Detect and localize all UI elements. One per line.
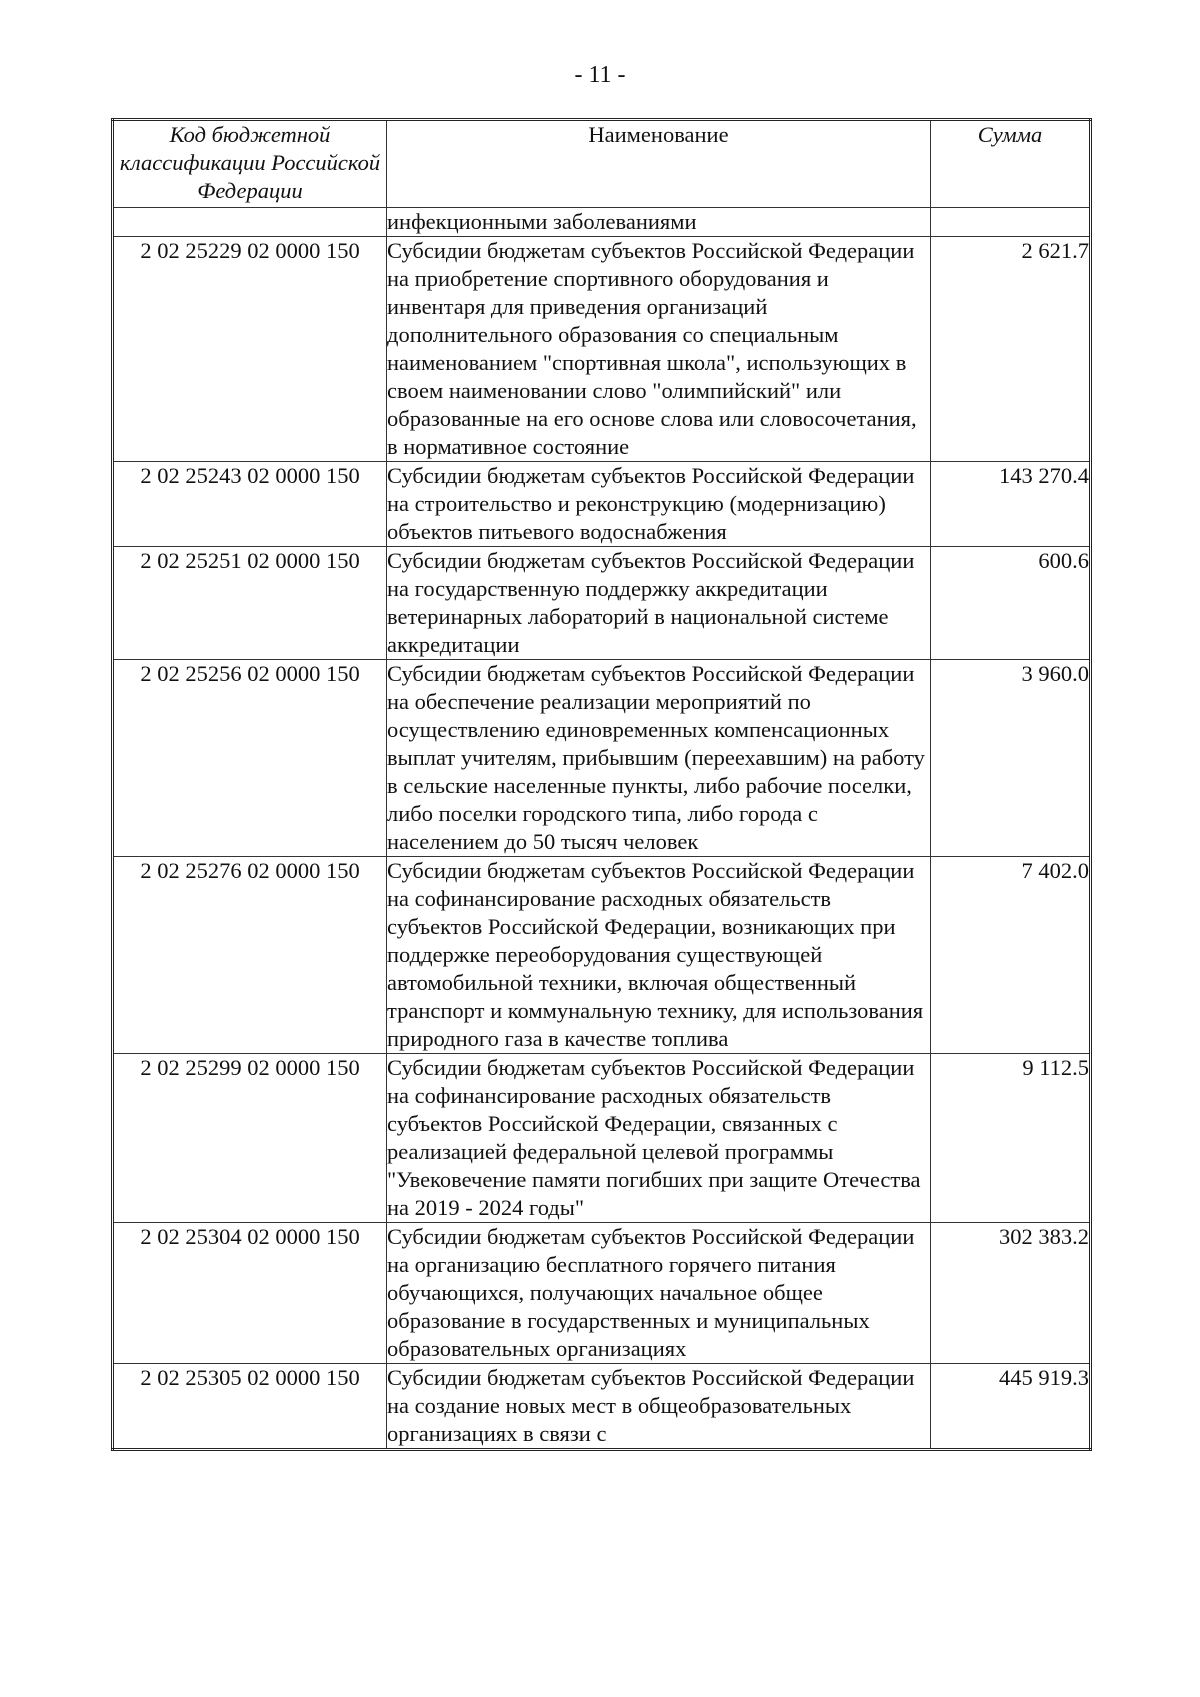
row-name: Субсидии бюджетам субъектов Российской Федерации на обеспечение реализации мероприятий по осуществлению единовременных компенсационных выплат учителям, прибывшим (переехавшим) на работу в сельские населенные пункты, либо рабочие поселки, либо поселки городского типа, либо города с населением до 50 тысяч человек (387, 660, 931, 857)
table-row (113, 547, 1091, 660)
row-code: 2 02 25299 02 0000 150 (113, 1054, 387, 1223)
row-name: Субсидии бюджетам субъектов Российской Федерации на создание новых мест в общеобразовательных организациях в связи с (387, 1364, 931, 1450)
row-sum: 9 112.5 (931, 1054, 1091, 1223)
page-number: - 11 - (574, 62, 626, 88)
row-code: 2 02 25305 02 0000 150 (113, 1364, 387, 1450)
row-name: Субсидии бюджетам субъектов Российской Федерации на приобретение спортивного оборудования и инвентаря для приведения организаций дополнительного образования со специальным наименованием "спортивная школа", использующих в своем наименовании слово "олимпийский" или образованные на его основе слова или словосочетания, в нормативное состояние (387, 237, 931, 462)
row-name: Субсидии бюджетам субъектов Российской Федерации на строительство и реконструкцию (модернизацию) объектов питьевого водоснабжения (387, 462, 931, 547)
row-name: Субсидии бюджетам субъектов Российской Федерации на софинансирование расходных обязательств субъектов Российской Федерации, связанных с реализацией федеральной целевой программы "Увековечение памяти погибших при защите Отечества на 2019 - 2024 годы" (387, 1054, 931, 1223)
header-sum: Сумма (931, 120, 1091, 208)
row-name: инфекционными заболеваниями (387, 208, 931, 237)
table-header-row (113, 120, 1091, 208)
row-sum: 3 960.0 (931, 660, 1091, 857)
table-row (113, 1223, 1091, 1364)
row-sum: 600.6 (931, 547, 1091, 660)
table-row (113, 857, 1091, 1054)
table-row (113, 1364, 1091, 1450)
row-sum: 7 402.0 (931, 857, 1091, 1054)
row-code: 2 02 25229 02 0000 150 (113, 237, 387, 462)
row-name: Субсидии бюджетам субъектов Российской Федерации на государственную поддержку аккредитации ветеринарных лабораторий в национальной системе аккредитации (387, 547, 931, 660)
row-code: 2 02 25256 02 0000 150 (113, 660, 387, 857)
row-code: 2 02 25251 02 0000 150 (113, 547, 387, 660)
table-row (113, 462, 1091, 547)
header-code: Код бюджетной классификации Российской Федерации (113, 120, 387, 208)
row-sum (931, 208, 1091, 237)
row-name: Субсидии бюджетам субъектов Российской Федерации на организацию бесплатного горячего питания обучающихся, получающих начальное общее образование в государственных и муниципальных образовательных организациях (387, 1223, 931, 1364)
table-row (113, 237, 1091, 462)
row-sum: 2 621.7 (931, 237, 1091, 462)
continuation-row (113, 208, 1091, 237)
row-sum: 143 270.4 (931, 462, 1091, 547)
row-code (113, 208, 387, 237)
row-code: 2 02 25276 02 0000 150 (113, 857, 387, 1054)
header-name: Наименование (387, 120, 931, 208)
table-row (113, 660, 1091, 857)
row-sum: 302 383.2 (931, 1223, 1091, 1364)
row-sum: 445 919.3 (931, 1364, 1091, 1450)
row-code: 2 02 25243 02 0000 150 (113, 462, 387, 547)
row-code: 2 02 25304 02 0000 150 (113, 1223, 387, 1364)
table-row (113, 1054, 1091, 1223)
budget-classification-table (111, 118, 1092, 1451)
row-name: Субсидии бюджетам субъектов Российской Федерации на софинансирование расходных обязательств субъектов Российской Федерации, возникающих при поддержке переоборудования существующей автомобильной техники, включая общественный транспорт и коммунальную технику, для использования природного газа в качестве топлива (387, 857, 931, 1054)
